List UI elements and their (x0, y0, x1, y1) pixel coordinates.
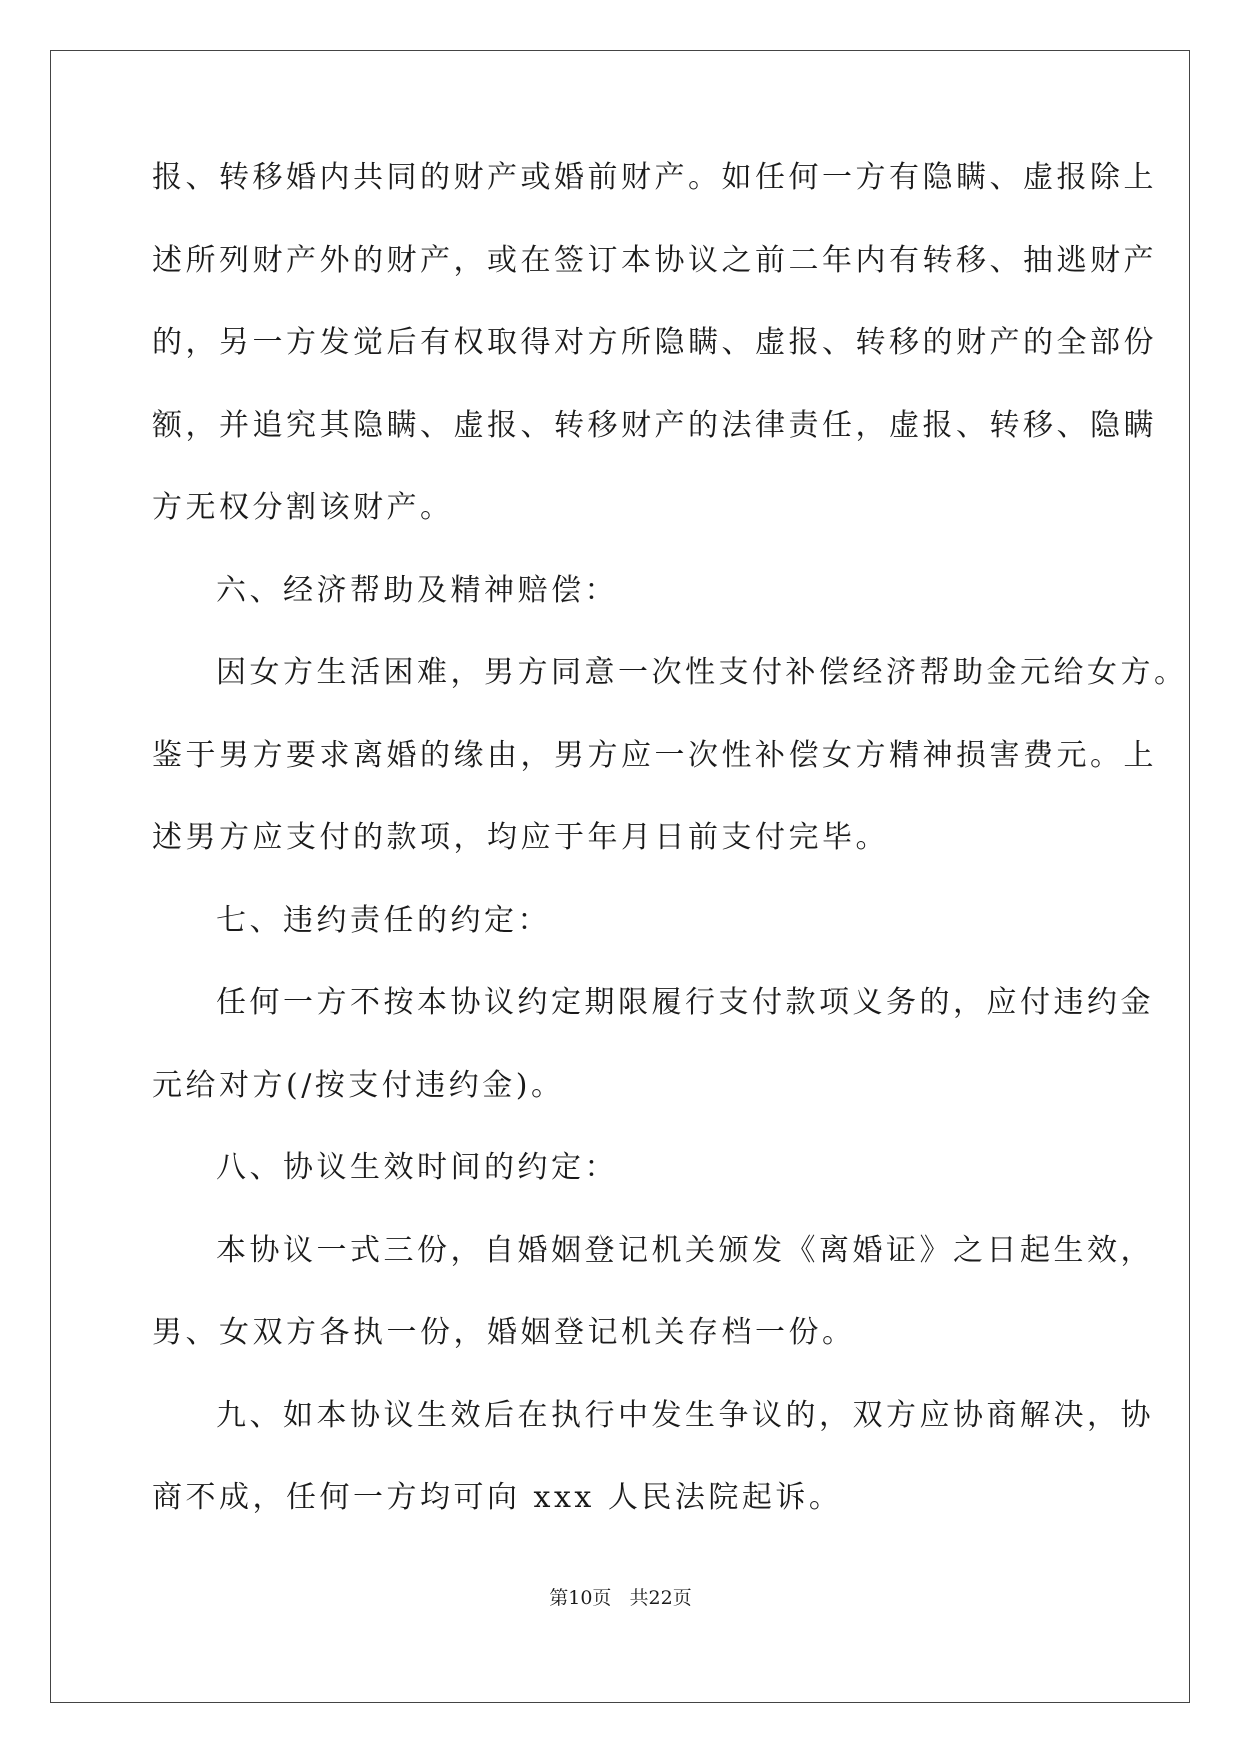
body-line: 元给对方(/按支付违约金)。 (152, 1067, 565, 1103)
body-line: 任何一方不按本协议约定期限履行支付款项义务的，应付违约金 (216, 985, 1154, 1020)
body-line: 的，另一方发觉后有权取得对方所隐瞒、虚报、转移的财产的全部份 (152, 325, 1157, 360)
body-line: 男、女双方各执一份，婚姻登记机关存档一份。 (152, 1315, 856, 1350)
body-line: 商不成，任何一方均可向 xxx 人民法院起诉。 (152, 1480, 843, 1515)
body-line: 方无权分割该财产。 (152, 490, 454, 525)
section-heading: 九、如本协议生效后在执行中发生争议的，双方应协商解决，协 (216, 1397, 1154, 1433)
page-number-footer: 第10页 共22页 (549, 1587, 692, 1609)
section-heading: 八、协议生效时间的约定： (216, 1150, 618, 1185)
body-line: 鉴于男方要求离婚的缘由，男方应一次性补偿女方精神损害费元。上 (152, 737, 1157, 773)
body-line: 报、转移婚内共同的财产或婚前财产。如任何一方有隐瞒、虚报除上 (152, 160, 1157, 195)
body-line: 本协议一式三份，自婚姻登记机关颁发《离婚证》之日起生效， (216, 1232, 1154, 1268)
section-heading: 六、经济帮助及精神赔偿： (216, 572, 618, 608)
section-heading: 七、违约责任的约定： (216, 902, 551, 938)
body-line: 述所列财产外的财产，或在签订本协议之前二年内有转移、抽逃财产 (152, 242, 1157, 278)
body-line: 因女方生活困难，男方同意一次性支付补偿经济帮助金元给女方。 (216, 655, 1188, 690)
body-line: 额，并追究其隐瞒、虚报、转移财产的法律责任，虚报、转移、隐瞒 (152, 407, 1157, 443)
document-body (152, 160, 1188, 1566)
body-line: 述男方应支付的款项，均应于年月日前支付完毕。 (152, 820, 889, 855)
